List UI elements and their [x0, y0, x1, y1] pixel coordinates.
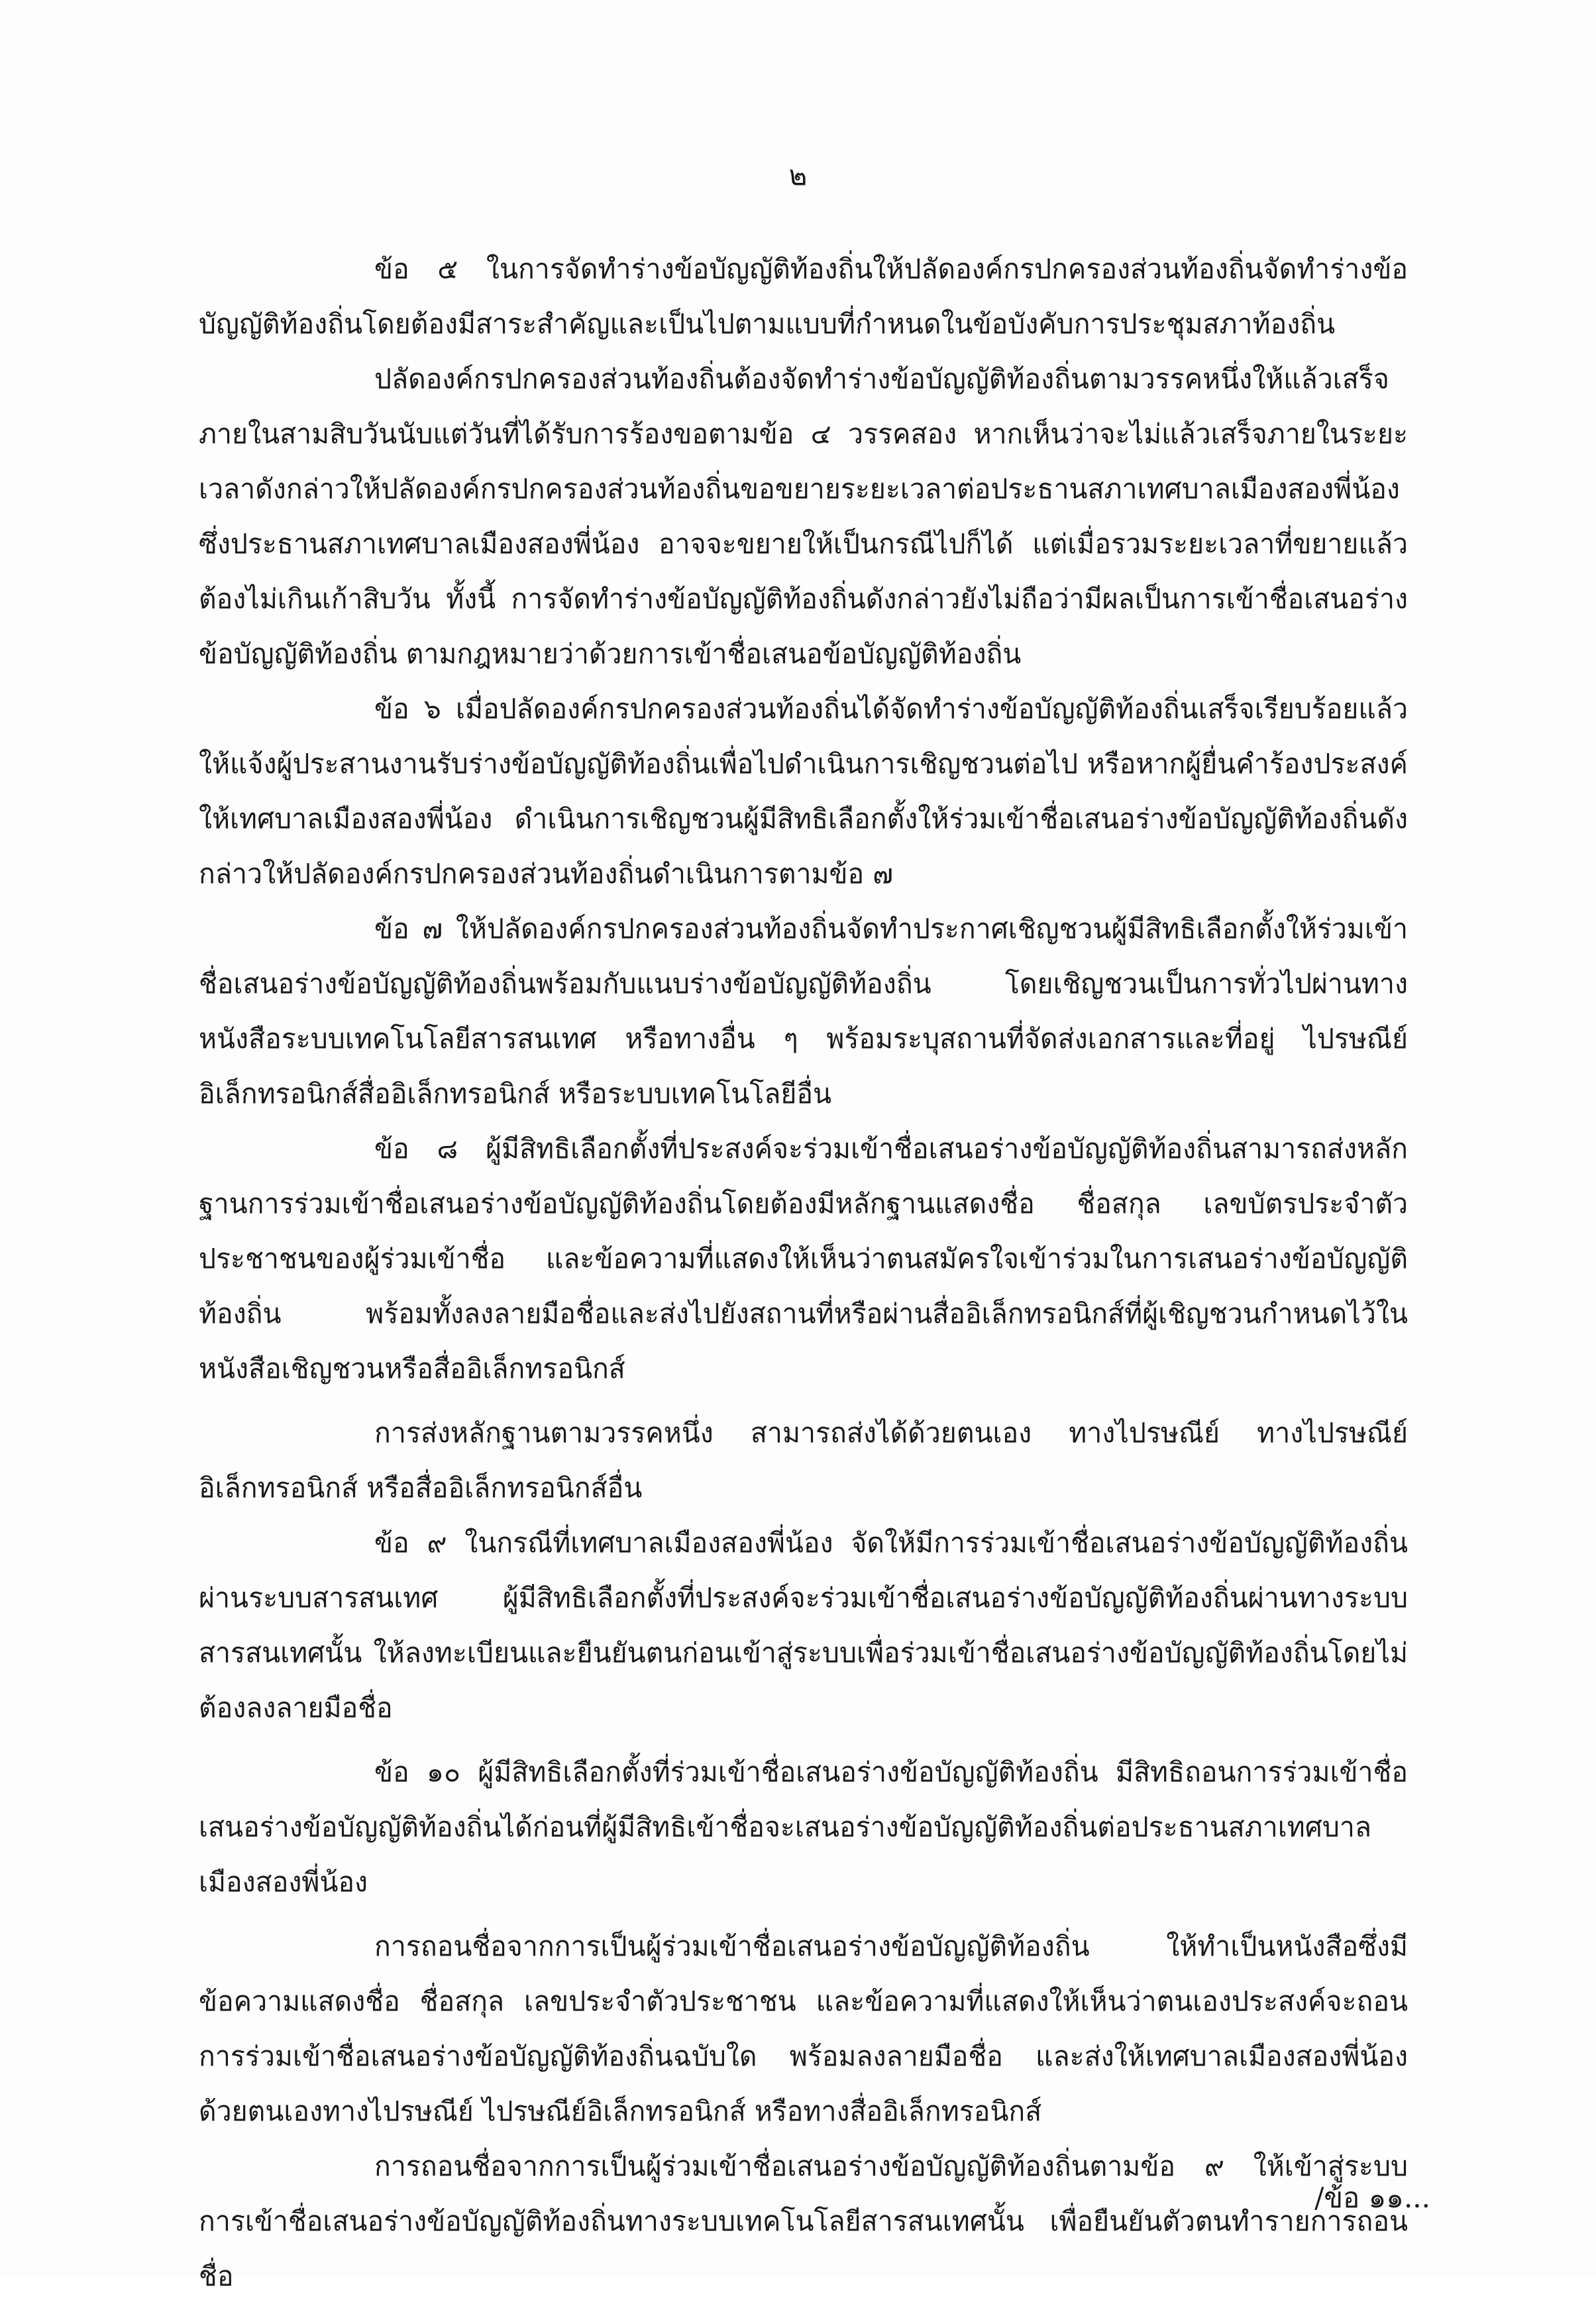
- paragraph-clause-7: ข้อ ๗ ให้ปลัดองค์กรปกครองส่วนท้องถิ่นจัดทำประกาศเชิญชวนผู้มีสิทธิเลือกตั้งให้ร่วมเข้าชื่อเสนอร่างข้อบัญญัติท้องถิ่นพร้อมกับแนบร่างข้อบัญญัติท้องถิ่น โดยเชิญชวนเป็นการทั่วไปผ่านทางหนังสือระบบเทคโนโลยีสารสนเทศ หรือทางอื่น ๆ พร้อมระบุสถานที่จัดส่งเอกสารและที่อยู่ ไปรษณีย์อิเล็กทรอนิกส์สื่ออิเล็กทรอนิกส์ หรือระบบเทคโนโลยีอื่น: [199, 913, 1408, 1110]
- paragraph-clause-10: ข้อ ๑๐ ผู้มีสิทธิเลือกตั้งที่ร่วมเข้าชื่อเสนอร่างข้อบัญญัติท้องถิ่น มีสิทธิถอนการร่วมเข้าชื่อเสนอร่างข้อบัญญัติท้องถิ่นได้ก่อนที่ผู้มีสิทธิเข้าชื่อจะเสนอร่างข้อบัญญัติท้องถิ่นต่อประธานสภาเทศบาลเมืองสองพี่น้อง: [199, 1756, 1408, 1898]
- paragraph-clause-10-part-2: การถอนชื่อจากการเป็นผู้ร่วมเข้าชื่อเสนอร่างข้อบัญญัติท้องถิ่น ให้ทำเป็นหนังสือซึ่งมีข้อความแสดงชื่อ ชื่อสกุล เลขประจำตัวประชาชน และข้อความที่แสดงให้เห็นว่าตนเองประสงค์จะถอนการร่วมเข้าชื่อเสนอร่างข้อบัญญัติท้องถิ่นฉบับใด พร้อมลงลายมือชื่อ และส่งให้เทศบาลเมืองสองพี่น้องด้วยตนเองทางไปรษณีย์ ไปรษณีย์อิเล็กทรอนิกส์ หรือทางสื่ออิเล็กทรอนิกส์: [199, 1930, 1408, 2127]
- paragraph-clause-5-part-2: ปลัดองค์กรปกครองส่วนท้องถิ่นต้องจัดทำร่างข้อบัญญัติท้องถิ่นตามวรรคหนึ่งให้แล้วเสร็จภายในสามสิบวันนับแต่วันที่ได้รับการร้องขอตามข้อ ๔ วรรคสอง หากเห็นว่าจะไม่แล้วเสร็จภายในระยะเวลาดังกล่าวให้ปลัดองค์กรปกครองส่วนท้องถิ่นขอขยายระยะเวลาต่อประธานสภาเทศบาลเมืองสองพี่น้องซึ่งประธานสภาเทศบาลเมืองสองพี่น้อง อาจจะขยายให้เป็นกรณีไปก็ได้ แต่เมื่อรวมระยะเวลาที่ขยายแล้วต้องไม่เกินเก้าสิบวัน ทั้งนี้ การจัดทำร่างข้อบัญญัติท้องถิ่นดังกล่าวยังไม่ถือว่ามีผลเป็นการเข้าชื่อเสนอร่างข้อบัญญัติท้องถิ่น ตามกฎหมายว่าด้วยการเข้าชื่อเสนอข้อบัญญัติท้องถิ่น: [199, 363, 1408, 670]
- paragraph-clause-8-part-2: การส่งหลักฐานตามวรรคหนึ่ง สามารถส่งได้ด้วยตนเอง ทางไปรษณีย์ ทางไปรษณีย์อิเล็กทรอนิกส์ หรือสื่ออิเล็กทรอนิกส์อื่น: [199, 1417, 1408, 1504]
- paragraph-clause-9: ข้อ ๙ ในกรณีที่เทศบาลเมืองสองพี่น้อง จัดให้มีการร่วมเข้าชื่อเสนอร่างข้อบัญญัติท้องถิ่นผ่านระบบสารสนเทศ ผู้มีสิทธิเลือกตั้งที่ประสงค์จะร่วมเข้าชื่อเสนอร่างข้อบัญญัติท้องถิ่นผ่านทางระบบสารสนเทศนั้น ให้ลงทะเบียนและยืนยันตนก่อนเข้าสู่ระบบเพื่อร่วมเข้าชื่อเสนอร่างข้อบัญญัติท้องถิ่นโดยไม่ต้องลงลายมือชื่อ: [199, 1527, 1408, 1724]
- paragraph-clause-6: ข้อ ๖ เมื่อปลัดองค์กรปกครองส่วนท้องถิ่นได้จัดทำร่างข้อบัญญัติท้องถิ่นเสร็จเรียบร้อยแล้วให้แจ้งผู้ประสานงานรับร่างข้อบัญญัติท้องถิ่นเพื่อไปดำเนินการเชิญชวนต่อไป หรือหากผู้ยื่นคำร้องประสงค์ให้เทศบาลเมืองสองพี่น้อง ดำเนินการเชิญชวนผู้มีสิทธิเลือกตั้งให้ร่วมเข้าชื่อเสนอร่างข้อบัญญัติท้องถิ่นดังกล่าวให้ปลัดองค์กรปกครองส่วนท้องถิ่นดำเนินการตามข้อ ๗: [199, 693, 1408, 890]
- paragraph-clause-10-part-3: การถอนชื่อจากการเป็นผู้ร่วมเข้าชื่อเสนอร่างข้อบัญญัติท้องถิ่นตามข้อ ๙ ให้เข้าสู่ระบบการเข้าชื่อเสนอร่างข้อบัญญัติท้องถิ่นทางระบบเทคโนโลยีสารสนเทศนั้น เพื่อยืนยันตัวตนทำรายการถอนชื่อ: [199, 2150, 1408, 2292]
- paragraph-clause-8: ข้อ ๘ ผู้มีสิทธิเลือกตั้งที่ประสงค์จะร่วมเข้าชื่อเสนอร่างข้อบัญญัติท้องถิ่นสามารถส่งหลักฐานการร่วมเข้าชื่อเสนอร่างข้อบัญญัติท้องถิ่นโดยต้องมีหลักฐานแสดงชื่อ ชื่อสกุล เลขบัตรประจำตัวประชาชนของผู้ร่วมเข้าชื่อ และข้อความที่แสดงให้เห็นว่าตนสมัครใจเข้าร่วมในการเสนอร่างข้อบัญญัติท้องถิ่น พร้อมทั้งลงลายมือชื่อและส่งไปยังสถานที่หรือผ่านสื่ออิเล็กทรอนิกส์ที่ผู้เชิญชวนกำหนดไว้ในหนังสือเชิญชวนหรือสื่ออิเล็กทรอนิกส์: [199, 1133, 1408, 1385]
- paragraph-clause-5: ข้อ ๕ ในการจัดทำร่างข้อบัญญัติท้องถิ่นให้ปลัดองค์กรปกครองส่วนท้องถิ่นจัดทำร่างข้อบัญญัติท้องถิ่นโดยต้องมีสาระสำคัญและเป็นไปตามแบบที่กำหนดในข้อบังคับการประชุมสภาท้องถิ่น: [199, 253, 1408, 340]
- page-number: ๒: [788, 159, 808, 191]
- document-body: [199, 242, 1408, 2304]
- next-page-reference: /ข้อ ๑๑...: [1314, 2181, 1430, 2214]
